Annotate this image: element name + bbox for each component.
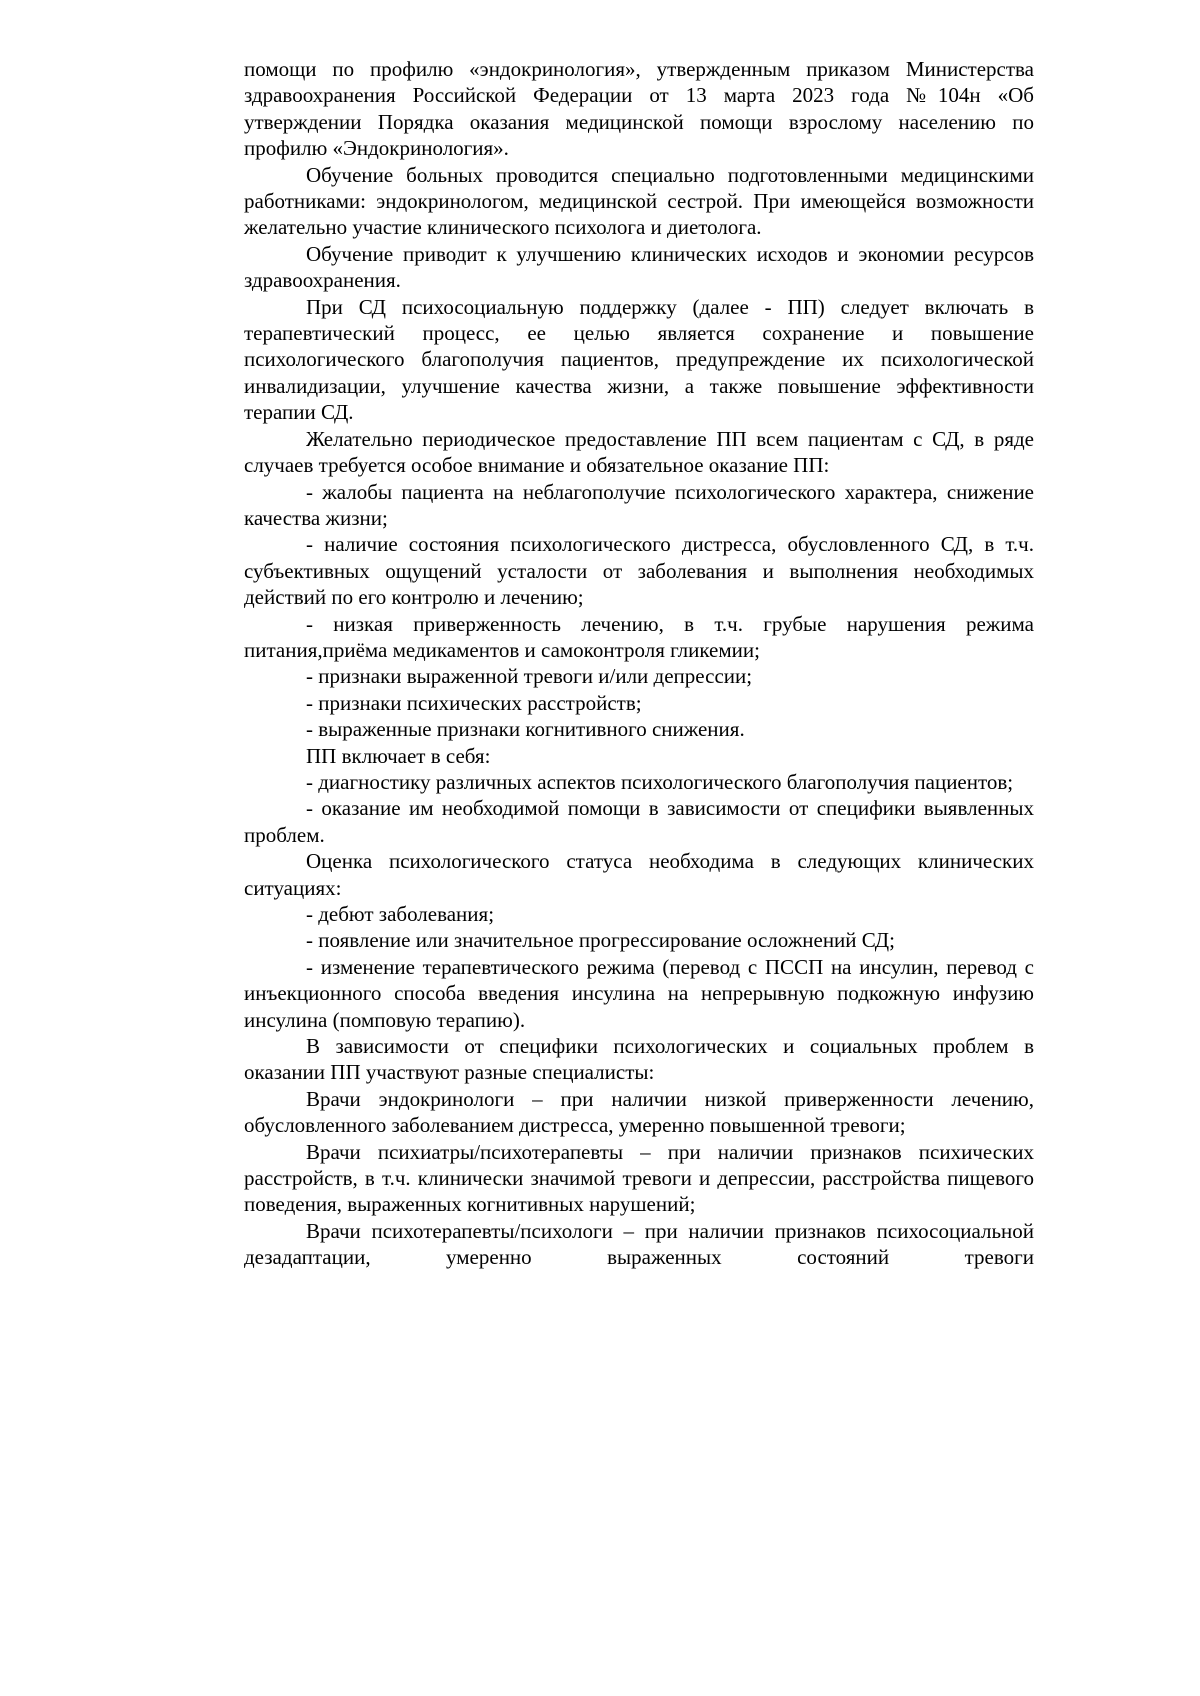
paragraph-order-reference: помощи по профилю «эндокринология», утвержденным приказом Министерства здравоохранения Российской Федерации от 13 марта 2023 года №104н «Об утверждении Порядка оказания медицинской помощи взрослому населению по профилю «Эндокринология». xyxy=(244,57,1034,161)
list-item-diagnostics: - диагностику различных аспектов психологического благополучия пациентов; xyxy=(306,769,1014,794)
list-item-complaints: - жалобы пациента на неблагополучие психологического характера, снижение качества жизни; xyxy=(244,479,1034,530)
list-item-mental-disorders: - признаки психических расстройств; xyxy=(306,690,642,715)
paragraph-specialists: В зависимости от специфики психологических и социальных проблем в оказании ПП участвуют разные специалисты: xyxy=(244,1034,1034,1085)
list-item-cognitive-decline: - выраженные признаки когнитивного снижения. xyxy=(306,717,745,742)
list-item-complications: - появление или значительное прогрессирование осложнений СД; xyxy=(306,928,895,953)
paragraph-patient-education: Обучение больных проводится специально подготовленными медицинскими работниками: эндокринологом, медицинской сестрой. При имеющейся возможности желательно участие клинического психолога и диетолога. xyxy=(244,162,1034,240)
paragraph-support-indications: Желательно периодическое предоставление ПП всем пациентам с СД, в ряде случаев требуется особое внимание и обязательное оказание ПП: xyxy=(244,426,1034,478)
paragraph-psychosocial-support: При СД психосоциальную поддержку (далее - ПП) следует включать в терапевтический процесс, ее целью является сохранение и повышение психологического благополучия пациентов, предупреждение их психологической инвалидизации, улучшение качества жизни, а также повышение эффективности терапии СД. xyxy=(244,294,1034,425)
paragraph-support-includes: ПП включает в себя: xyxy=(306,743,491,768)
document-page xyxy=(244,56,1034,1271)
list-item-distress: - наличие состояния психологического дистресса, обусловленного СД, в т.ч. субъективных ощущений усталости от заболевания и выполнения необходимых действий по его контролю и лечению; xyxy=(244,532,1034,610)
paragraph-psychiatrists: Врачи психиатры/психотерапевты – при наличии признаков психических расстройств, в т.ч. клинически значимой тревоги и депрессии, расстройства пищевого поведения, выраженных когнитивных нарушений; xyxy=(244,1139,1034,1217)
list-item-low-adherence: - низкая приверженность лечению, в т.ч. грубые нарушения режима питания,приёма медикаментов и самоконтроля гликемии; xyxy=(244,611,1034,662)
paragraph-psychologists: Врачи психотерапевты/психологи – при наличии признаков психосоциальной дезадаптации, умеренно выраженных состояний тревоги xyxy=(244,1218,1034,1270)
paragraph-education-outcomes: Обучение приводит к улучшению клинических исходов и экономии ресурсов здравоохранения. xyxy=(244,241,1034,293)
list-item-anxiety-depression: - признаки выраженной тревоги и/или депрессии; xyxy=(306,664,753,689)
list-item-assistance: - оказание им необходимой помощи в зависимости от специфики выявленных проблем. xyxy=(244,796,1034,847)
paragraph-endocrinologists: Врачи эндокринологи – при наличии низкой приверженности лечению, обусловленного заболеванием дистресса, умеренно повышенной тревоги; xyxy=(244,1086,1034,1138)
list-item-therapy-change: - изменение терапевтического режима (перевод с ПССП на инсулин, перевод с инъекционного способа введения инсулина на непрерывную подкожную инфузию инсулина (помповую терапию). xyxy=(244,954,1034,1032)
list-item-disease-onset: - дебют заболевания; xyxy=(306,902,495,926)
paragraph-status-assessment: Оценка психологического статуса необходима в следующих клинических ситуациях: xyxy=(244,849,1034,900)
